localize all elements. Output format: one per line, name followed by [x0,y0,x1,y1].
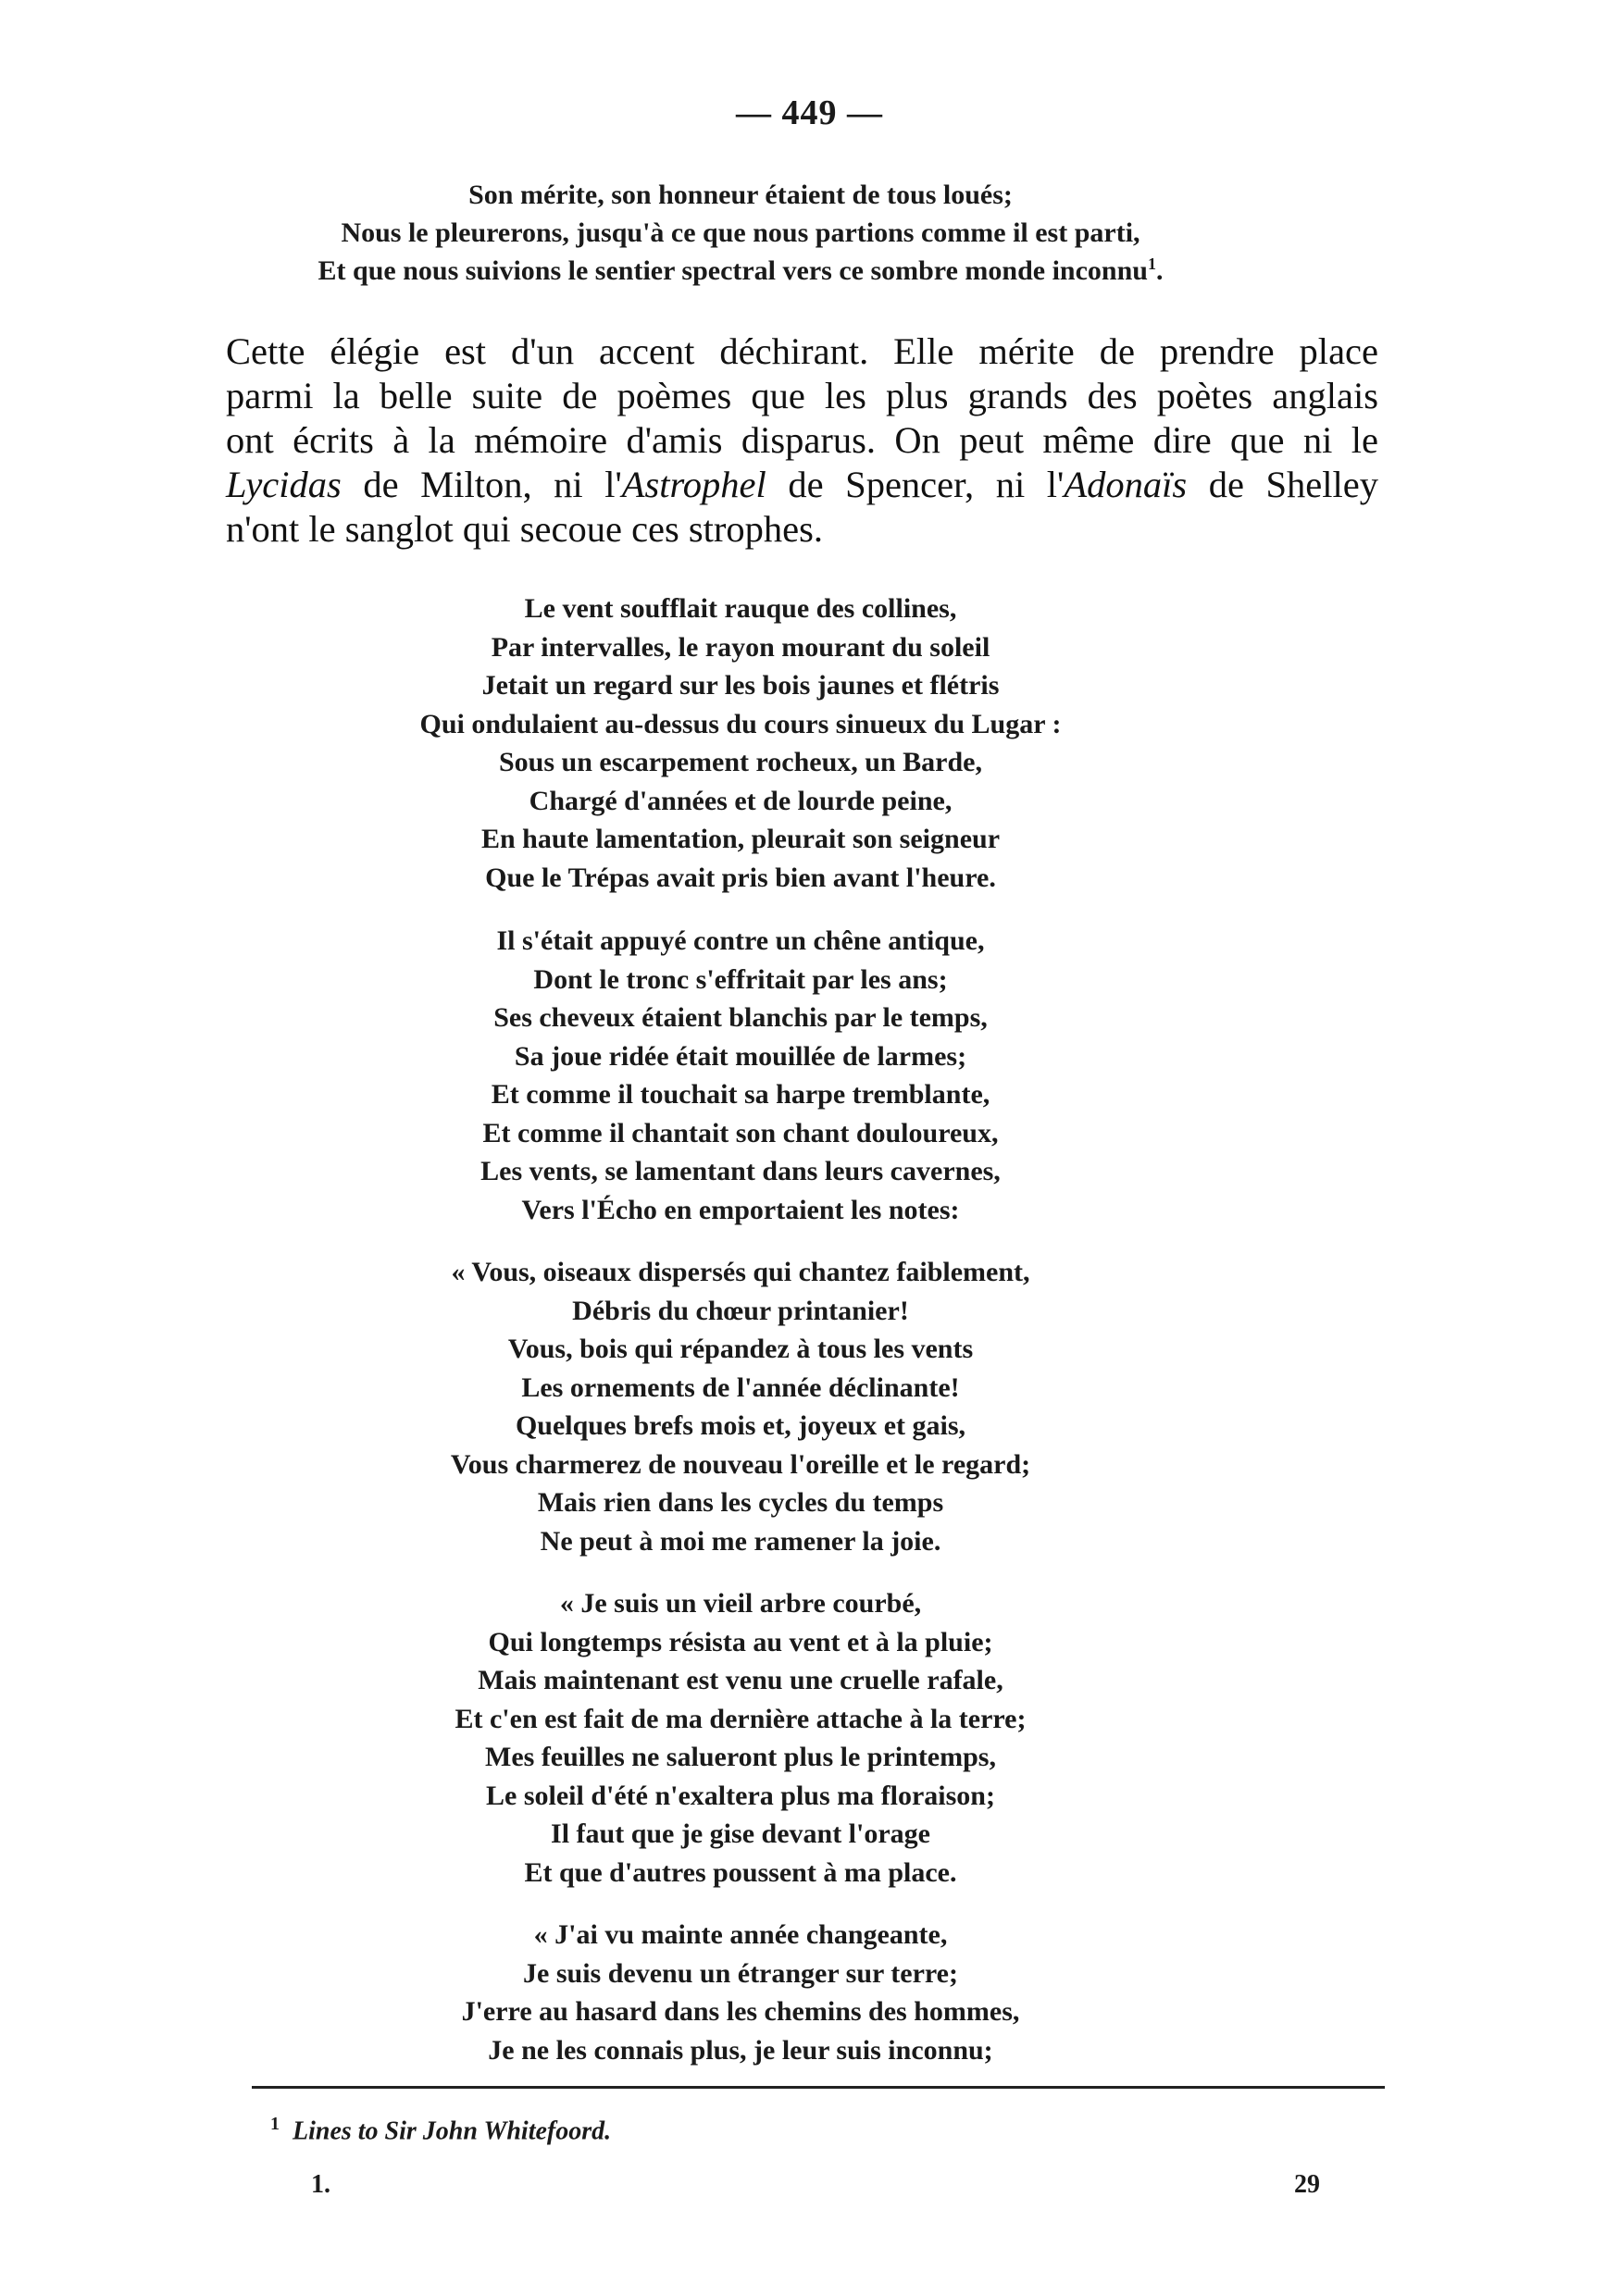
verse-line: J'erre au hasard dans les chemins des hommes, [461,1996,1020,2027]
verse-line: Débris du chœur printanier! [572,1295,909,1326]
footnote [270,2114,611,2146]
stanza-4 [231,1584,1250,1892]
verse-line: Chargé d'années et de lourde peine, [529,785,953,816]
verse-line: Sous un escarpement rocheux, un Barde, [499,747,982,777]
verse-line: Il faut que je gise devant l'orage [551,1818,930,1849]
footnote-divider [252,2086,1385,2089]
prose-line [226,463,1378,507]
verse-line: Mes feuilles ne salueront plus le printemps, [485,1742,996,1772]
work-title: Astrophel [621,464,766,505]
prose-line: ont écrits à la mémoire d'amis disparus. On peut même dire que ni le [226,419,1378,461]
footnote-reference[interactable]: 1 [1147,254,1156,273]
verse-line: Vous, bois qui répandez à tous les vents [507,1334,974,1364]
work-title: Adonaïs [1064,464,1188,505]
verse-line: Qui ondulaient au-dessus du cours sinueux du Lugar : [419,708,1062,739]
prose-paragraph [226,329,1378,552]
prose-line: parmi la belle suite de poèmes que les plus grands des poètes anglais [226,375,1378,416]
prose-text: de Shelley [1187,464,1378,505]
verse-line: Le soleil d'été n'exaltera plus ma floraison; [486,1780,995,1811]
verse-line-text: Et que nous suivions le sentier spectral vers ce sombre monde inconnu [318,255,1148,286]
gathering-signature: 29 [1294,2170,1320,2199]
verse-line: Et que d'autres poussent à ma place. [524,1856,957,1888]
work-title: Lycidas [226,464,342,505]
verse-line: Et comme il touchait sa harpe tremblante, [491,1079,990,1110]
stanza-5 [231,1916,1250,2069]
prose-line: Cette élégie est d'un accent déchirant. Elle mérite de prendre place [226,330,1378,372]
verse-line: Mais rien dans les cycles du temps [537,1487,944,1518]
footnote-marker: 1 [270,2114,280,2134]
stanza-2 [231,922,1250,1229]
verse-line: Que le Trépas avait pris bien avant l'heure. [485,862,996,893]
verse-line: Son mérite, son honneur étaient de tous loués; [468,180,1013,210]
verse-line: Sa joue ridée était mouillée de larmes; [514,1040,967,1072]
footnote-text: Lines to Sir John Whitefoord. [293,2116,612,2146]
verse-line: Ses cheveux étaient blanchis par le temps, [493,1002,988,1033]
verse-line: Qui longtemps résista au vent et à la pluie; [488,1626,993,1657]
verse-line: Et c'en est fait de ma dernière attache à la terre; [455,1703,1027,1734]
verse-line: Nous le pleurerons, jusqu'à ce que nous partions comme il est parti, [341,217,1140,248]
verse-line: Mais maintenant est venu une cruelle rafale, [478,1665,1003,1695]
verse-line: Je ne les connais plus, je leur suis inconnu; [488,2034,993,2066]
verse-line: Le vent soufflait rauque des collines, [524,593,957,624]
stanza-3 [231,1253,1250,1560]
verse-line: Jetait un regard sur les bois jaunes et flétris [481,670,1000,701]
printer-signature: 1. [311,2170,330,2199]
verse-line: Les vents, se lamentant dans leurs cavernes, [480,1156,1001,1186]
verse-line: En haute lamentation, pleurait son seigneur [480,824,1001,854]
verse-line: Ne peut à moi me ramener la joie. [540,1525,941,1557]
verse-line: « Vous, oiseaux dispersés qui chantez faiblement, [451,1257,1030,1287]
verse-line: Et comme il chantait son chant douloureux, [482,1117,999,1148]
prose-text: de Spencer, ni l' [766,464,1065,505]
prose-text: de Milton, ni l' [341,464,622,505]
prose-line: n'ont le sanglot qui secoue ces strophes. [226,508,824,550]
verse-line: Les ornements de l'année déclinante! [521,1371,960,1403]
verse-line: Et que nous suivions le sentier spectral vers ce sombre monde inconnu$^1$. [318,254,1164,286]
stanza-1 [231,590,1250,897]
verse-line: Vous charmerez de nouveau l'oreille et le regard; [450,1448,1031,1480]
verse-line: Il s'était appuyé contre un chêne antique, [496,925,985,956]
verse-line: Quelques brefs mois et, joyeux et gais, [515,1410,966,1441]
verse-line: Dont le tronc s'effritait par les ans; [533,963,948,995]
verse-line: « J'ai vu mainte année changeante, [533,1919,948,1950]
page-number: — 449 — [736,93,883,132]
verse-line: « Je suis un vieil arbre courbé, [559,1588,922,1619]
verse-line: Par intervalles, le rayon mourant du soleil [491,631,990,663]
verse-line: Vers l'Écho en emportaient les notes: [521,1194,960,1225]
top-verse [231,176,1250,290]
verse-line: Je suis devenu un étranger sur terre; [523,1957,958,1989]
